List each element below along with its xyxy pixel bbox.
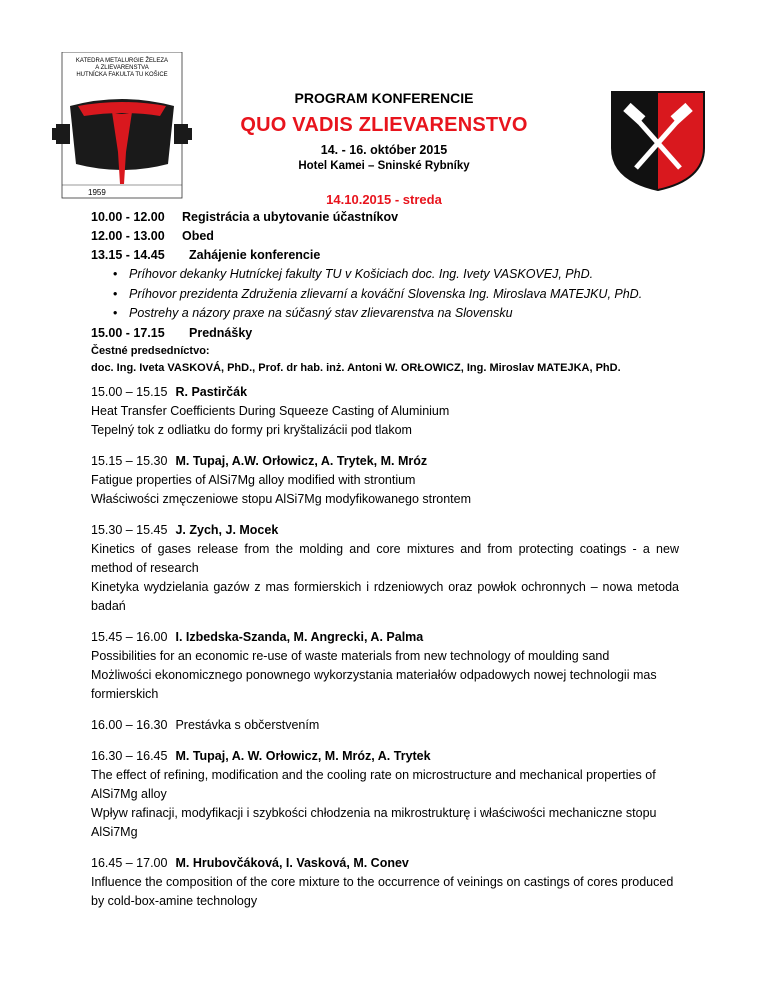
- header: [200, 90, 568, 172]
- talk-authors: R. Pastirčák: [175, 385, 248, 399]
- schedule-time: 15.00 - 17.15: [91, 325, 165, 340]
- logo-text-line3: HUTNÍCKA FAKULTA TU KOŠICE: [76, 72, 168, 78]
- schedule-time: 13.15 - 14.45: [91, 248, 165, 262]
- talk-time: 15.15 – 15.30: [91, 454, 168, 468]
- talk-item: [91, 521, 679, 616]
- talk-title: The effect of refining, modification and the cooling rate on microstructure and mechanical properties of AlSi7Mg alloy: [91, 768, 656, 801]
- talk-authors: M. Tupaj, A.W. Orłowicz, A. Trytek, M. Mróz: [175, 454, 428, 468]
- bullet-item: • Príhovor prezidenta Združenia zlievarní a kováční Slovenska Ing. Miroslava MATEJKU, PhD.: [107, 285, 691, 305]
- talk-title-translation: Wpływ rafinacji, modyfikacji i szybkości chłodzenia na mikrostrukturę i właściwości mechaniczne stopu AlSi7Mg: [91, 806, 657, 839]
- schedule: [91, 208, 691, 377]
- talks-list: [91, 383, 679, 923]
- schedule-row: [91, 208, 691, 227]
- talk-title: Heat Transfer Coefficients During Squeeze Casting of Aluminium: [91, 404, 450, 418]
- logo-text-line1: KATEDRA METALURGIE ŽELEZA: [75, 58, 169, 64]
- talk-time: 15.30 – 15.45: [91, 523, 168, 537]
- logo-text-line2: A ZLIEVARENSTVA: [95, 65, 149, 71]
- schedule-label: Prednášky: [189, 325, 253, 340]
- talk-authors: J. Zych, J. Mocek: [175, 523, 279, 537]
- talk-time: 15.45 – 16.00: [91, 630, 168, 644]
- talk-title: Possibilities for an economic re-use of waste materials from new technology of moulding sand: [91, 649, 610, 663]
- faculty-logo: [52, 52, 192, 202]
- talk-time: 15.00 – 15.15: [91, 385, 168, 399]
- logo-year: 1959: [88, 188, 106, 197]
- talk-title: Influence the composition of the core mixture to the occurrence of veinings on castings of cores produced by cold-box-amine technology: [91, 875, 674, 908]
- talk-item-break: [91, 716, 679, 735]
- conference-dates: 14. - 16. október 2015: [320, 143, 448, 157]
- talk-time: 16.00 – 16.30: [91, 718, 168, 732]
- program-title: PROGRAM KONFERENCIE: [294, 90, 474, 106]
- talk-title: Kinetics of gases release from the molding and core mixtures and from protecting coatings - a new method of research: [91, 542, 679, 575]
- talk-time: 16.45 – 17.00: [91, 856, 168, 870]
- talk-title: Fatigue properties of AlSi7Mg alloy modified with strontium: [91, 473, 416, 487]
- day-heading: 14.10.2015 - streda: [326, 192, 442, 207]
- schedule-label: Obed: [182, 229, 214, 243]
- talk-item: [91, 383, 679, 440]
- talk-title-translation: Możliwości ekonomicznego ponownego wykorzystania materiałów odpadowych nowej technologii mas formierskich: [91, 668, 657, 701]
- talk-time: 16.30 – 16.45: [91, 749, 168, 763]
- bullet-item: • Postrehy a názory praxe na súčasný stav zlievarenstva na Slovensku: [107, 304, 691, 324]
- schedule-label: Zahájenie konferencie: [189, 248, 321, 262]
- break-label: Prestávka s občerstvením: [175, 718, 320, 732]
- schedule-time: 10.00 - 12.00: [91, 210, 165, 224]
- talk-title-translation: Właściwości zmęczeniowe stopu AlSi7Mg modyfikowanego strontem: [91, 492, 472, 506]
- schedule-row: [91, 324, 691, 343]
- honorary-title: Čestné predsedníctvo:: [91, 344, 210, 357]
- honorary-members: doc. Ing. Iveta VASKOVÁ, PhD., Prof. dr hab. inż. Antoni W. ORŁOWICZ, Ing. Miroslav MATEJKA, PhD.: [91, 361, 621, 374]
- talk-item: [91, 628, 679, 704]
- talk-title-translation: Kinetyka wydzielania gazów z mas formierskich i rdzeniowych oraz powłok ochronnych – nowa metoda badań: [91, 580, 679, 613]
- bullet-item: • Príhovor dekanky Hutníckej fakulty TU v Košiciach doc. Ing. Ivety VASKOVEJ, PhD.: [107, 265, 691, 285]
- talk-item: [91, 854, 679, 911]
- talk-item: [91, 452, 679, 509]
- conference-title: QUO VADIS ZLIEVARENSTVO: [240, 114, 528, 136]
- schedule-row: [91, 246, 691, 265]
- talk-authors: M. Tupaj, A. W. Orłowicz, M. Mróz, A. Trytek: [175, 749, 431, 763]
- schedule-label: Registrácia a ubytovanie účastníkov: [182, 210, 399, 224]
- schedule-time: 12.00 - 13.00: [91, 229, 165, 243]
- talk-authors: M. Hrubovčáková, I. Vasková, M. Conev: [175, 856, 409, 870]
- schedule-row: [91, 227, 691, 246]
- coat-of-arms-icon: [610, 90, 706, 192]
- conference-venue: Hotel Kamei – Sninské Rybníky: [298, 160, 470, 172]
- talk-item: [91, 747, 679, 842]
- talk-authors: I. Izbedska-Szanda, M. Angrecki, A. Palma: [175, 630, 424, 644]
- talk-title-translation: Tepelný tok z odliatku do formy pri kryštalizácii pod tlakom: [91, 423, 412, 437]
